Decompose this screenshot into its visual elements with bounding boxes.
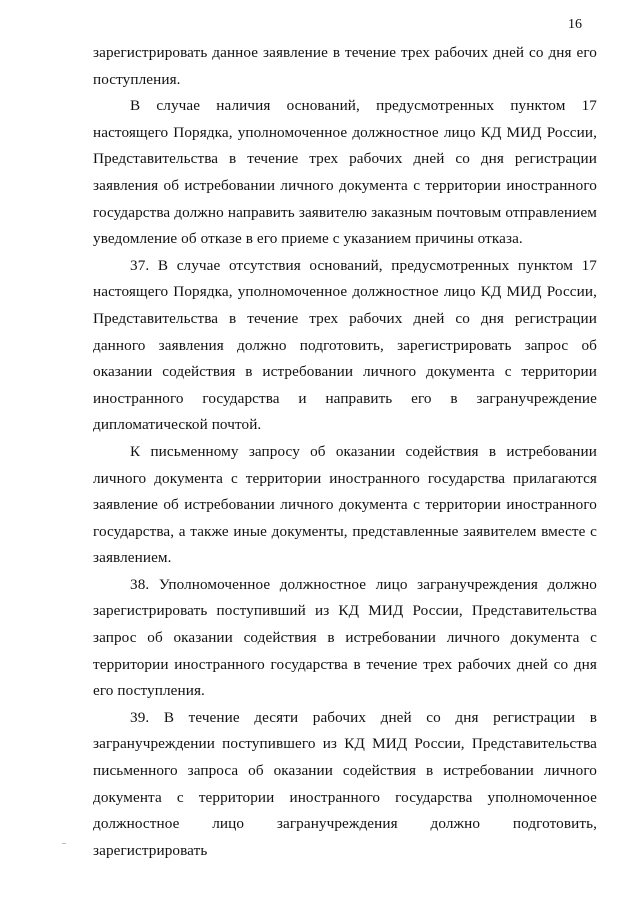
page-number: 16 <box>568 17 582 32</box>
paragraph-continuation: зарегистрировать данное заявление в течение трех рабочих дней со дня его поступления. <box>93 44 597 88</box>
paragraph-37: 37. В случае отсутствия оснований, предусмотренных пунктом 17 настоящего Порядка, уполномоченное должностное лицо КД МИД России, Представительства в течение трех рабочих дней со дня регистрации данного заявления должно подготовить, зарегистрировать запрос об оказании содействия в истребовании личного документа с территории иностранного государства и направить его в загранучреждение дипломатической почтой. <box>93 256 597 434</box>
document-body <box>93 40 597 864</box>
paragraph-37-attachments: К письменному запросу об оказании содействия в истребовании личного документа с территории иностранного государства прилагаются заявление об истребовании личного документа с территории иностранного государства, а также иные документы, представленные заявителем вместе с заявлением. <box>93 442 597 567</box>
paragraph-refusal-notice: В случае наличия оснований, предусмотренных пунктом 17 настоящего Порядка, уполномоченное должностное лицо КД МИД России, Представительства в течение трех рабочих дней со дня регистрации заявления об истребовании личного документа с территории иностранного государства должно направить заявителю заказным почтовым отправлением уведомление об отказе в его приеме с указанием причины отказа. <box>93 97 597 248</box>
paragraph-38: 38. Уполномоченное должностное лицо загранучреждения должно зарегистрировать поступивший из КД МИД России, Представительства запрос об оказании содействия в истребовании личного документа с территории иностранного государства в течение трех рабочих дней со дня его поступления. <box>93 575 597 700</box>
scan-artifact <box>62 843 66 844</box>
paragraph-39: 39. В течение десяти рабочих дней со дня регистрации в загранучреждении поступившего из КД МИД России, Представительства письменного запроса об оказании содействия в истребовании личного документа с территории иностранного государства уполномоченное должностное лицо загранучреждения должно подготовить, зарегистрировать <box>93 708 597 859</box>
